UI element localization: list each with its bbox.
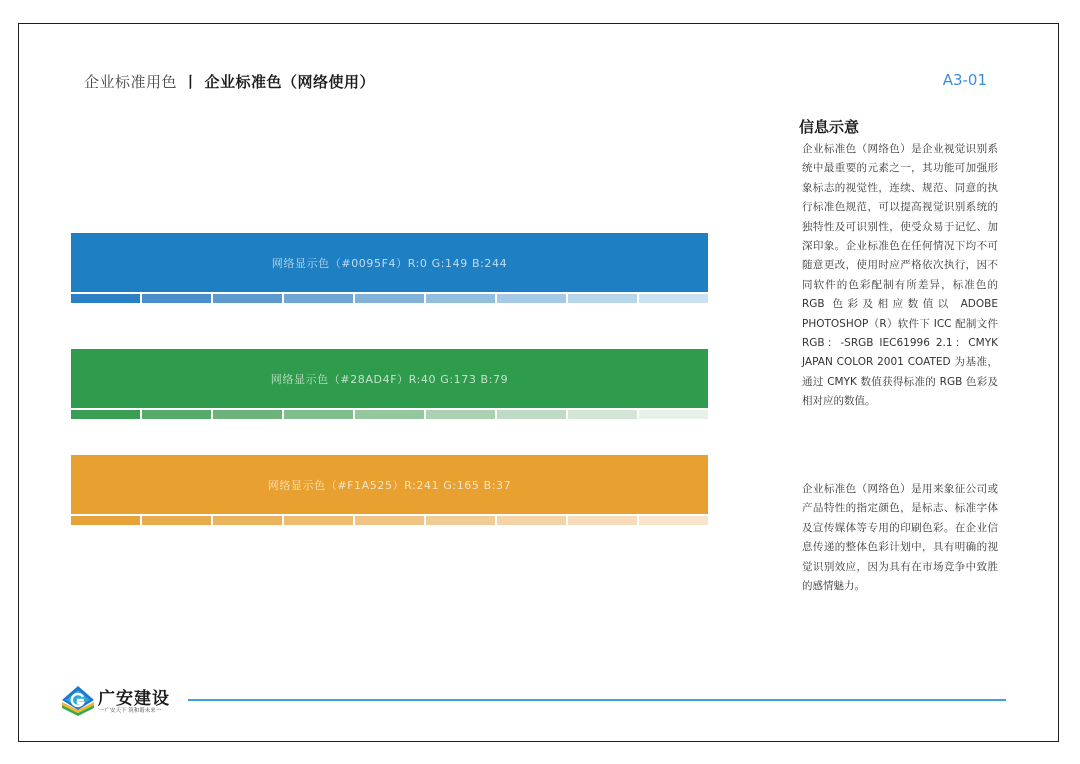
- tint-chip: [142, 516, 211, 525]
- tint-chip: [497, 294, 566, 303]
- header-title: 企业标准色（网络使用）: [204, 73, 376, 91]
- logo-mark-icon: [60, 684, 96, 718]
- tint-chip: [142, 410, 211, 419]
- swatch-main: 网络显示色（#F1A525）R:241 G:165 B:37: [71, 455, 708, 514]
- tint-chip: [426, 294, 495, 303]
- tint-chip: [497, 516, 566, 525]
- tint-row: [71, 410, 708, 419]
- tint-chip: [639, 516, 708, 525]
- header-category: 企业标准用色: [84, 73, 178, 91]
- page-code: A3-01: [942, 71, 987, 89]
- tint-chip: [71, 294, 140, 303]
- tint-chip: [497, 410, 566, 419]
- footer-divider: [188, 699, 1006, 701]
- header-separator: 丨: [183, 73, 199, 91]
- tint-chip: [568, 516, 637, 525]
- tint-chip: [284, 516, 353, 525]
- tint-chip: [355, 294, 424, 303]
- swatch-main: 网络显示色（#28AD4F）R:40 G:173 B:79: [71, 349, 708, 408]
- swatch-green: [71, 349, 708, 419]
- sidebar-title: 信息示意: [799, 118, 860, 136]
- tint-chip: [568, 294, 637, 303]
- tint-chip: [71, 516, 140, 525]
- tint-chip: [426, 410, 495, 419]
- tint-row: [71, 516, 708, 525]
- tint-chip: [639, 294, 708, 303]
- swatch-main: 网络显示色（#0095F4）R:0 G:149 B:244: [71, 233, 708, 292]
- swatch-orange: [71, 455, 708, 525]
- tint-chip: [639, 410, 708, 419]
- tint-chip: [284, 294, 353, 303]
- sidebar-paragraph-1: 企业标准色（网络色）是企业视觉识别系统中最重要的元素之一，其功能可加强形象标志的视觉性，连续、规范、同意的执行标准色规范，可以提高视觉识别系统的独特性及可识别性，使受众易于记忆、加深印象。企业标准色在任何情况下均不可随意更改，使用时应严格依次执行，因不同软件的色彩配制有所差异，标准色的 RGB 色彩及相应数值以 ADOBE PHOTOSHOP（R）软件下 ICC 配制文件 RGB：-SRGB IEC61996 2.1：CMYK JAPAN COLOR 2001 COATED 为基准，通过 CMYK 数值获得标准的 RGB 色彩及相对应的数值。: [802, 143, 998, 408]
- tint-chip: [71, 410, 140, 419]
- tint-row: [71, 294, 708, 303]
- tint-chip: [355, 410, 424, 419]
- page-header: [84, 71, 375, 92]
- swatch-blue: [71, 233, 708, 303]
- tint-chip: [355, 516, 424, 525]
- tint-chip: [284, 410, 353, 419]
- tint-chip: [568, 410, 637, 419]
- logo-name: 广安建设: [98, 689, 170, 709]
- tint-chip: [213, 516, 282, 525]
- tint-chip: [213, 410, 282, 419]
- logo-tagline: 一广安天下 筑和谐未来一: [99, 708, 162, 714]
- tint-chip: [142, 294, 211, 303]
- tint-chip: [426, 516, 495, 525]
- sidebar-paragraph-2: 企业标准色（网络色）是用来象征公司或产品特性的指定颜色，是标志、标准字体及宣传媒体等专用的印刷色彩。在企业信息传递的整体色彩计划中，具有明确的视觉识别效应，因为具有在市场竞争中致胜的感情魅力。: [802, 483, 998, 593]
- company-logo: [60, 684, 180, 718]
- tint-chip: [213, 294, 282, 303]
